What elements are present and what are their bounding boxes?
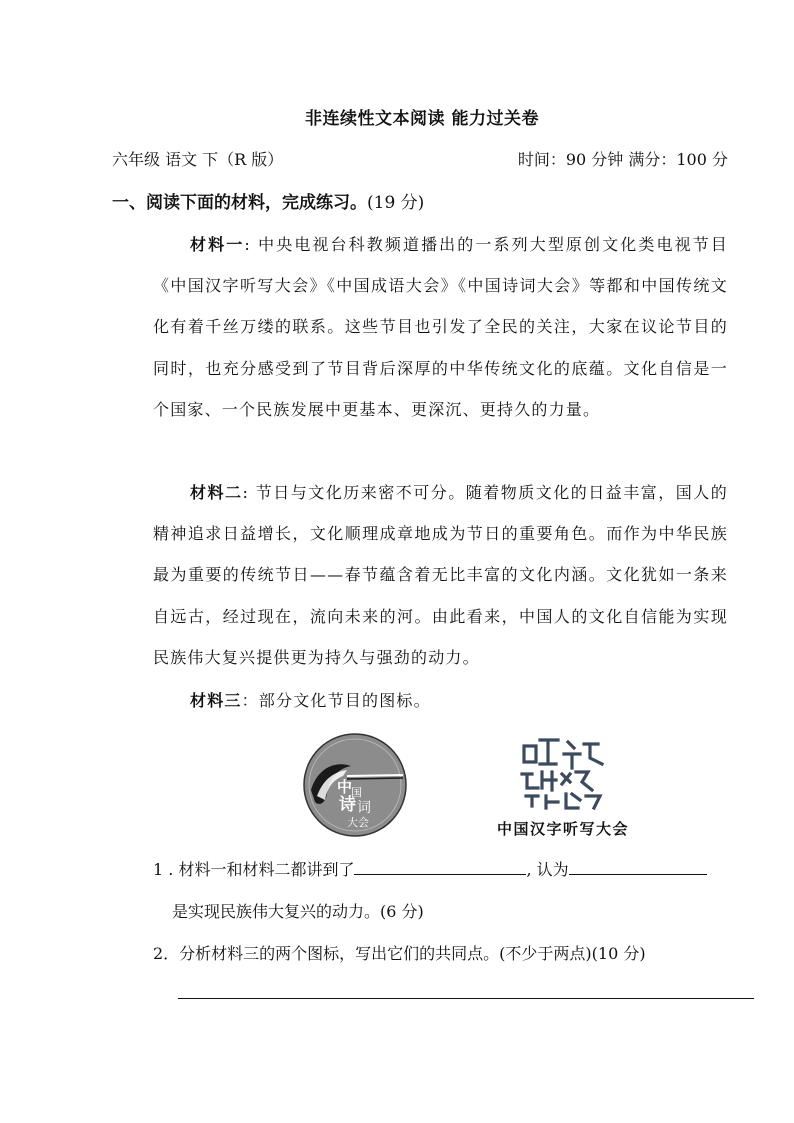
hanzi-logo-caption: 中国汉字听写大会 [496,820,629,838]
section-heading-text: 一、阅读下面的材料，完成练习。 [112,193,367,213]
section-score: (19 分) [367,193,425,213]
logos-row [0,730,794,840]
material-3 [153,680,728,721]
question-1-blank-1[interactable] [354,856,526,875]
hanzi-dictation-logo-icon [518,734,608,810]
svg-text:词: 词 [357,800,371,816]
material-3-lead: 材料三 [190,691,242,710]
question-1-prefix: 1 . 材料一和材料二都讲到了 [153,860,355,879]
question-1-middle: , 认为 [526,860,569,879]
material-2-body: : 节日与文化历来密不可分。随着物质文化的日益丰富，国人的精神追求日益增长，文化顺理成章地成为节日的重要角色。而作为中华民族最为重要的传统节日——春节蕴含着无比丰富的文化内涵。文化犹如一条来自远古，经过现在，流向未来的河。由此看来，中国人的文化自信能为实现民族伟大复兴提供更为持久与强劲的动力。 [153,483,728,667]
svg-text:中: 中 [337,778,353,796]
question-2-answer-line[interactable] [178,998,754,999]
material-2 [153,472,728,678]
material-1 [153,224,728,430]
svg-text:国: 国 [351,786,362,799]
time-score-label: 时间：90 分钟 满分：100 分 [517,150,728,169]
material-2-lead: 材料二 [190,483,243,502]
section-heading [112,188,424,213]
material-3-body: ：部分文化节目的图标。 [241,691,431,710]
svg-text:大会: 大会 [347,816,369,829]
question-1-blank-2[interactable] [569,856,707,875]
svg-text:诗: 诗 [339,795,356,815]
page-title: 非连续性文本阅读 能力过关卷 [305,109,539,129]
poetry-conference-logo-icon [303,730,413,840]
grade-subject-label: 六年级 语文 下（R 版） [112,150,284,169]
material-1-lead: 材料一 [190,235,245,254]
question-1 [153,856,707,880]
material-1-body: : 中央电视台科教频道播出的一系列大型原创文化类电视节目《中国汉字听写大会》《中国成语大会》《中国诗词大会》等都和中国传统文化有着千丝万缕的联系。这些节目也引发了全民的关注，大家在议论节目的同时，也充分感受到了节目背后深厚的中华传统文化的底蕴。文化自信是一个国家、一个民族发展中更基本、更深沉、更持久的力量。 [153,235,728,419]
question-2: 2．分析材料三的两个图标，写出它们的共同点。(不少于两点)(10 分) [153,944,646,963]
question-1-continuation: 是实现民族伟大复兴的动力。(6 分) [172,902,424,921]
